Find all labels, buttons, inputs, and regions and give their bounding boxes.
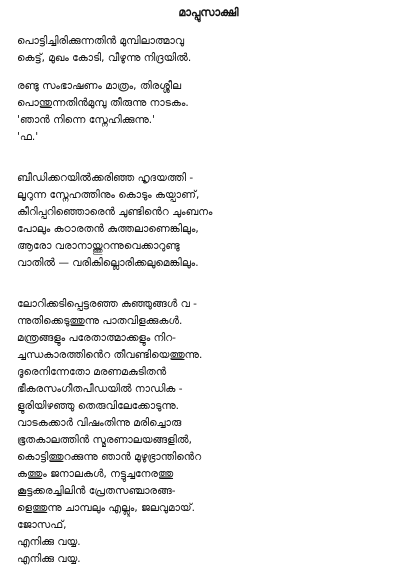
- stanza-4-line-1: ലോറിക്കടിപ്പെട്ടരഞ്ഞ കുഞ്ഞുങ്ങൾ വ -: [17, 298, 197, 310]
- stanza-1-line-2: കെട്ട്, മുഖം കോടി, വീഴുന്നു നിദ്രയിൽ.: [17, 52, 192, 64]
- stanza-1: [17, 33, 390, 67]
- stanza-3-line-1: ബീഡിക്കറയിൽക്കരിഞ്ഞ ഹൃദയത്തി -: [17, 172, 194, 184]
- stanza-4-line-13: ളെത്തുന്നു ചാമ്പലും എല്ലും, ജലവുമായ്.: [17, 502, 195, 514]
- stanza-2-line-1: രണ്ടു സംഭാഷണം മാത്രം, തിരശ്ശീല: [17, 80, 182, 92]
- stanza-4-line-16: എനിക്കു വയ്യ.: [17, 553, 81, 565]
- stanza-3-line-6: വാതിൽ — വരികില്ലൊരിക്കലുമെങ്കിലും.: [17, 257, 199, 269]
- stanza-4-line-10: കൊട്ടിത്തുറക്കുന്നു ഞാൻ മുഴുഭ്രാന്തിൻെറ: [17, 451, 202, 463]
- stanza-4-line-12: കൂട്ടക്കരച്ചിലിൻ പ്രേതസഞ്ചാരങ്ങ-: [17, 485, 176, 497]
- poem-title: മാപ്പുസാക്ഷി: [178, 6, 239, 19]
- stanza-2-line-4: 'ഫ.': [17, 131, 39, 143]
- stanza-4-line-14: ജോസഫ്,: [17, 519, 67, 531]
- stanza-3: [17, 170, 390, 272]
- stanza-4-line-5: ദൂരെനിന്നേതോ മരണമകുടിതൻ: [17, 366, 167, 378]
- stanza-1-line-1: പൊട്ടിച്ചിരിക്കുന്നതിൻ മുമ്പിലാത്മാവു: [17, 35, 185, 47]
- stanza-4-line-11: കത്തും ജനാലകൾ, നട്ടുച്ചനേരത്തു: [17, 468, 174, 480]
- stanza-4-line-4: ച്ചന്ധകാരത്തിൻെറ തീവണ്ടിയെത്തുന്നു.: [17, 349, 203, 361]
- stanza-4-line-9: ഭൂതകാലത്തിൻ സ്മരണാലയങ്ങളിൽ,: [17, 434, 192, 446]
- stanza-3-line-3: കീറിപ്പറിഞ്ഞൊരെൻ ചുണ്ടിൻെറ ചുംബനം: [17, 206, 213, 218]
- stanza-4-line-8: വാടകക്കാർ വിഷംതിന്നു മരിച്ചൊരു: [17, 417, 182, 429]
- stanza-3-line-4: പോലും കഠാരതൻ കുത്തലാണെങ്കിലും,: [17, 223, 199, 235]
- stanza-2: [17, 78, 390, 146]
- stanza-3-line-5: ആരോ വരാനായ്ത്തുറന്നുവെക്കാറുണ്ടു: [17, 240, 180, 252]
- stanza-4-line-2: ന്നുതിക്കെടുത്തുന്നു പാതവിളക്കുകൾ.: [17, 315, 183, 327]
- stanza-3-line-2: ലൂറുന്ന സ്നേഹത്തിനും കൊടും കയ്പാണ്,: [17, 189, 200, 201]
- stanza-4-line-7: ളുരിയിഴഞ്ഞു തെരുവിലേക്കോടുന്നു.: [17, 400, 179, 412]
- stanza-2-line-2: പൊന്തുന്നതിൻമുമ്പു തീരുന്നു നാടകം.: [17, 97, 189, 109]
- stanza-4-line-15: എനിക്കു വയ്യ.: [17, 536, 81, 548]
- stanza-2-line-3: 'ഞാൻ നിന്നെ സ്നേഹിക്കുന്നു.': [17, 114, 156, 126]
- stanza-4: [17, 296, 390, 568]
- stanza-4-line-3: മന്ത്രങ്ങളും പരേതാത്മാക്കളും നിറ-: [17, 332, 176, 344]
- stanza-4-line-6: ഭീകരസംഗീതപീഡയിൽ നാഡിക -: [17, 383, 183, 395]
